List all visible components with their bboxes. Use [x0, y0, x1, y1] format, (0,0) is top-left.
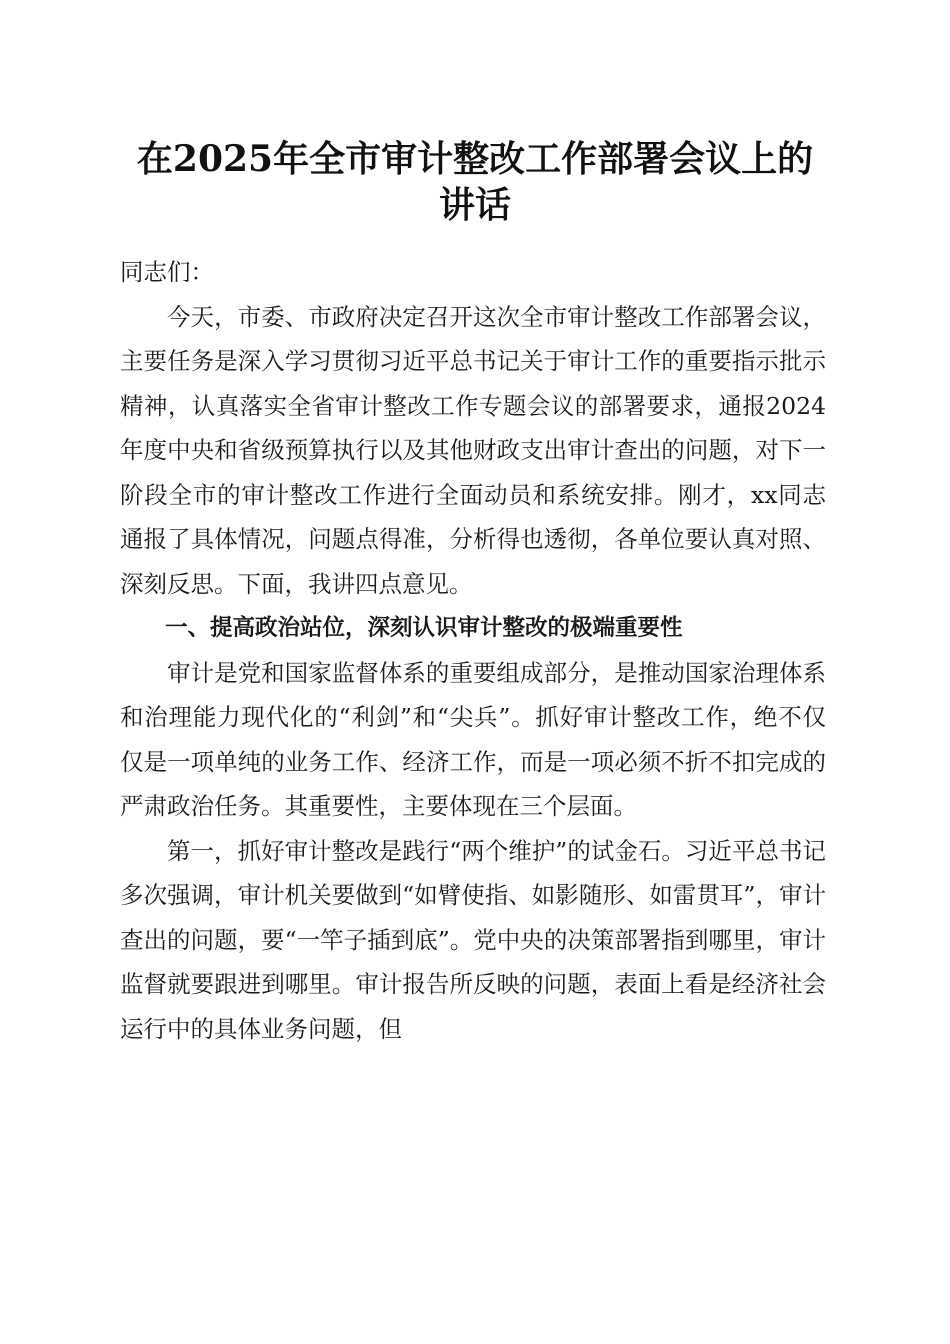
salutation: 同志们：: [120, 258, 214, 286]
paragraph-intro: 今天，市委、市政府决定召开这次全市审计整改工作部署会议，主要任务是深入学习贯彻习近平总书记关于审计工作的重要指示批示精神，认真落实全省审计整改工作专题会议的部署要求，通报2024年度中央和省级预算执行以及其他财政支出审计查出的问题，对下一阶段全市的审计整改工作进行全面动员和系统安排。刚才，xx同志通报了具体情况，问题点得准，分析得也透彻，各单位要认真对照、深刻反思。下面，我讲四点意见。: [120, 302, 826, 598]
document-title: 在2025年全市审计整改工作部署会议上的讲话: [136, 138, 814, 226]
paragraph-section1-2: 第一，抓好审计整改是践行“两个维护”的试金石。习近平总书记多次强调，审计机关要做到“如臂使指、如影随形、如雷贯耳”，审计查出的问题，要“一竿子插到底”。党中央的决策部署指到哪里，审计监督就要跟进到哪里。审计报告所反映的问题，表面上看是经济社会运行中的具体业务问题，但: [120, 836, 826, 1043]
document-body: [120, 250, 826, 1051]
paragraph-section1-1: 审计是党和国家监督体系的重要组成部分，是推动国家治理体系和治理能力现代化的“利剑”和“尖兵”。抓好审计整改工作，绝不仅仅是一项单纯的业务工作、经济工作，而是一项必须不折不扣完成的严肃政治任务。其重要性，主要体现在三个层面。: [120, 658, 826, 820]
section-heading-1: 一、提高政治站位，深刻认识审计整改的极端重要性: [165, 615, 683, 641]
